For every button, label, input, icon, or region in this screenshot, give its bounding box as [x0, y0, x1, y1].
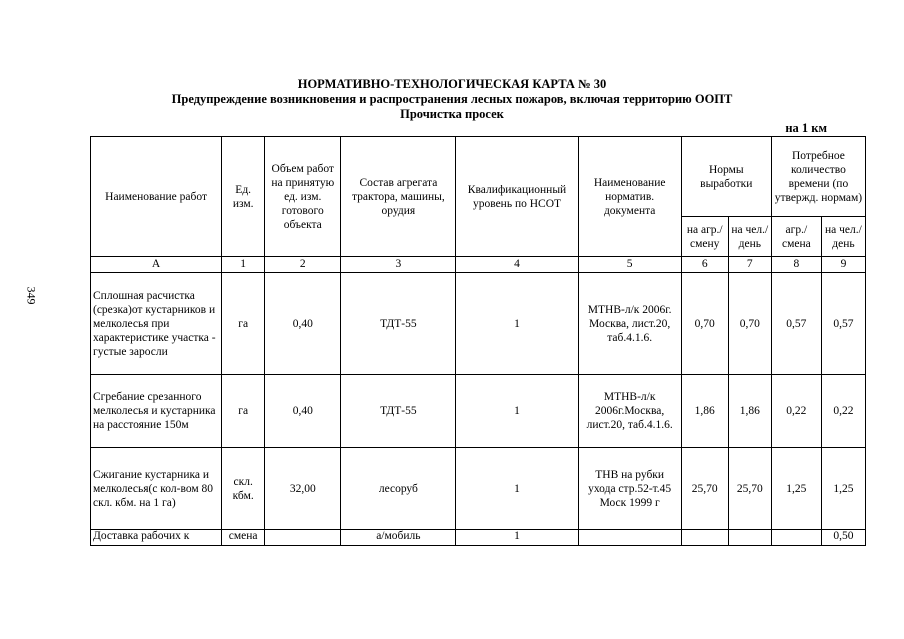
cell-norm-per-person-day — [728, 530, 771, 546]
header-volume: Объем работ на принятую ед. изм. готового объекта — [265, 137, 341, 257]
header-unit: Ед. изм. — [222, 137, 265, 257]
cell-work-name: Сплошная расчистка (срезка)от кустарников и мелколесья при характеристике участка - густые заросли — [91, 273, 222, 375]
cell-norm-per-unit-shift: 0,70 — [681, 273, 728, 375]
table-row — [91, 375, 866, 448]
cell-time-unit-shift — [771, 530, 821, 546]
header-output-norms: Нормы выработки — [681, 137, 771, 217]
cell-norm-per-person-day: 25,70 — [728, 448, 771, 530]
cell-work-name: Сгребание срезанного мелколесья и кустарника на расстояние 150м — [91, 375, 222, 448]
cell-norm-per-unit-shift — [681, 530, 728, 546]
cell-time-person-day: 1,25 — [821, 448, 865, 530]
cell-qualification: 1 — [456, 375, 578, 448]
cell-norm-per-unit-shift: 25,70 — [681, 448, 728, 530]
subheader-person-day: на чел./ день — [821, 217, 865, 257]
subheader-per-unit-shift: на агр./ смену — [681, 217, 728, 257]
column-number: А — [91, 257, 222, 273]
header-work-name: Наименование работ — [91, 137, 222, 257]
cell-time-person-day: 0,57 — [821, 273, 865, 375]
column-number: 3 — [341, 257, 456, 273]
cell-norm-per-unit-shift: 1,86 — [681, 375, 728, 448]
column-number: 8 — [771, 257, 821, 273]
cell-volume: 32,00 — [265, 448, 341, 530]
cell-unit: га — [222, 375, 265, 448]
cell-volume — [265, 530, 341, 546]
column-number: 9 — [821, 257, 865, 273]
header-equipment: Состав агрегата трактора, машины, орудия — [341, 137, 456, 257]
table-body — [91, 273, 866, 546]
cell-qualification: 1 — [456, 448, 578, 530]
column-number: 5 — [578, 257, 681, 273]
table-row — [91, 273, 866, 375]
table-row — [91, 530, 866, 546]
cell-norm-per-person-day: 1,86 — [728, 375, 771, 448]
cell-equipment: лесоруб — [341, 448, 456, 530]
cell-work-name: Доставка рабочих к — [91, 530, 222, 546]
cell-equipment: ТДТ-55 — [341, 375, 456, 448]
subheader-unit-shift: агр./ смена — [771, 217, 821, 257]
cell-time-person-day: 0,22 — [821, 375, 865, 448]
header-norm-doc: Наименование норматив. документа — [578, 137, 681, 257]
cell-time-person-day: 0,50 — [821, 530, 865, 546]
cell-time-unit-shift: 0,22 — [771, 375, 821, 448]
page-number: 349 — [24, 286, 39, 305]
subheader-per-person-day: на чел./ день — [728, 217, 771, 257]
column-number: 4 — [456, 257, 578, 273]
table-row — [91, 448, 866, 530]
cell-time-unit-shift: 0,57 — [771, 273, 821, 375]
cell-equipment: ТДТ-55 — [341, 273, 456, 375]
cell-volume: 0,40 — [265, 375, 341, 448]
units-note: на 1 км — [785, 121, 827, 135]
title-line-2: Предупреждение возникновения и распространения лесных пожаров, включая территорию ООПТ — [171, 92, 733, 106]
cell-qualification: 1 — [456, 530, 578, 546]
column-number: 7 — [728, 257, 771, 273]
norms-table — [90, 136, 866, 546]
cell-qualification: 1 — [456, 273, 578, 375]
cell-work-name: Сжигание кустарника и мелколесья(с кол-вом 80 скл. кбм. на 1 га) — [91, 448, 222, 530]
column-number: 6 — [681, 257, 728, 273]
cell-norm-doc: МТНВ-л/к 2006г.Москва, лист.20, таб.4.1.6. — [578, 375, 681, 448]
document-title — [0, 77, 904, 122]
cell-volume: 0,40 — [265, 273, 341, 375]
cell-unit: га — [222, 273, 265, 375]
cell-unit: смена — [222, 530, 265, 546]
column-numbers-row — [91, 257, 866, 273]
column-number: 2 — [265, 257, 341, 273]
cell-norm-doc: ТНВ на рубки ухода стр.52-т.45 Моск 1999 г — [578, 448, 681, 530]
title-line-1: НОРМАТИВНО-ТЕХНОЛОГИЧЕСКАЯ КАРТА № 30 — [297, 77, 607, 91]
cell-time-unit-shift: 1,25 — [771, 448, 821, 530]
table-header — [91, 137, 866, 273]
title-line-3: Прочистка просек — [400, 107, 504, 121]
cell-unit: скл. кбм. — [222, 448, 265, 530]
cell-norm-per-person-day: 0,70 — [728, 273, 771, 375]
cell-equipment: а/мобиль — [341, 530, 456, 546]
header-required-time: Потребное количество времени (по утвержд. нормам) — [771, 137, 865, 217]
cell-norm-doc: МТНВ-л/к 2006г. Москва, лист.20, таб.4.1.6. — [578, 273, 681, 375]
cell-norm-doc — [578, 530, 681, 546]
column-number: 1 — [222, 257, 265, 273]
header-qualification: Квалификационный уровень по НСОТ — [456, 137, 578, 257]
